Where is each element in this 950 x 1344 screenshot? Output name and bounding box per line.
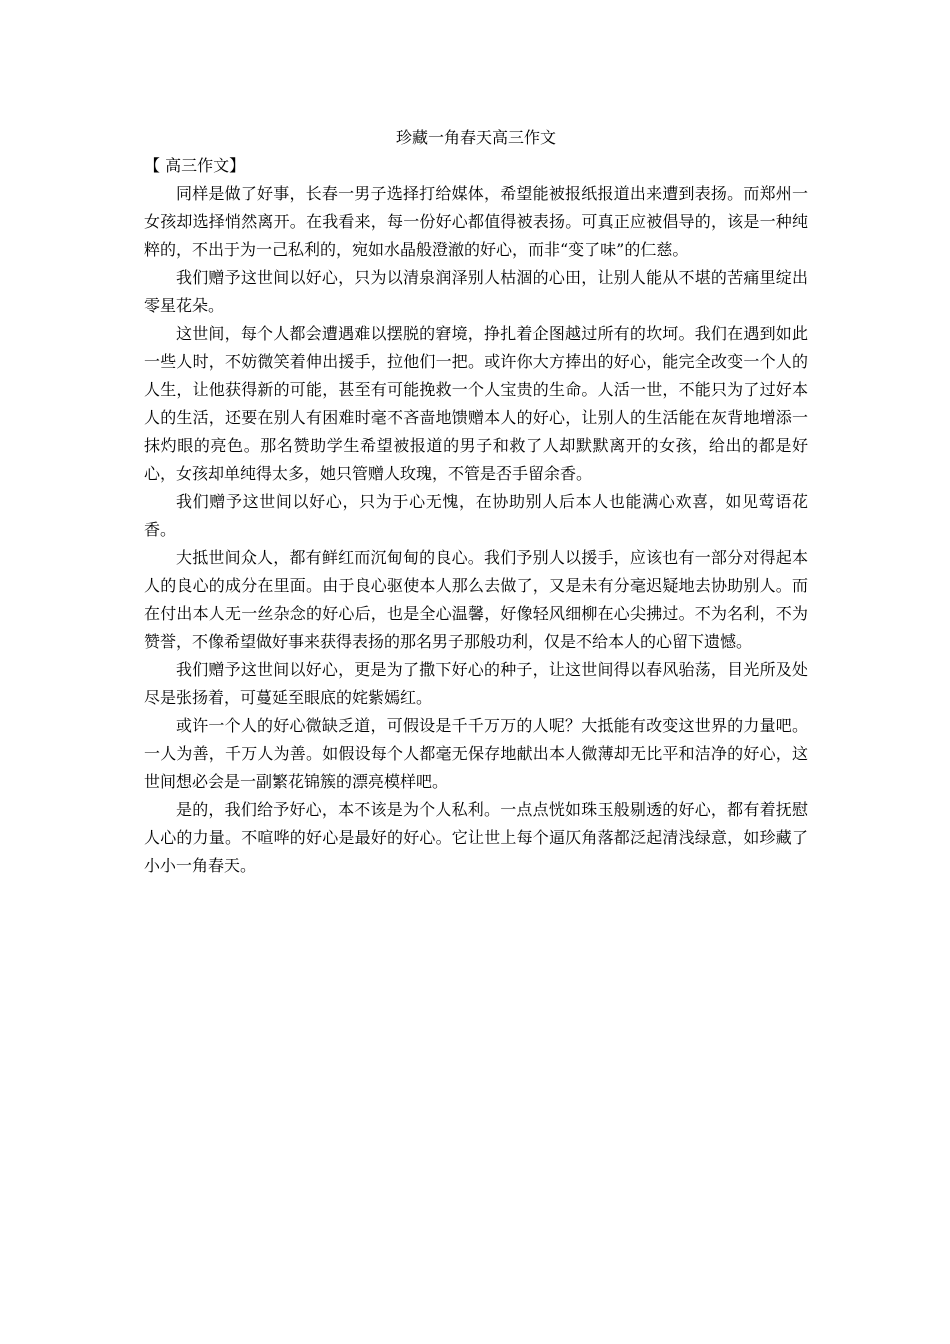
document-title: 珍藏一角春天高三作文 — [395, 128, 556, 147]
category-label: 【 高三作文】 — [144, 156, 246, 175]
paragraph-1: 同样是做了好事，长春一男子选择打给媒体，希望能被报纸报道出来遭到表扬。而郑州一女孩却选择悄然离开。在我看来，每一份好心都值得被表扬。可真正应被倡导的，该是一种纯粹的，不出于为一己私利的，宛如水晶般澄澈的好心，而非“变了味”的仁慈。 — [144, 184, 808, 259]
document-page — [144, 124, 808, 880]
paragraph-6: 我们赠予这世间以好心，更是为了撒下好心的种子，让这世间得以春风骀荡，目光所及处尽是张扬着，可蔓延至眼底的姹紫嫣红。 — [144, 660, 808, 707]
paragraph-3: 这世间，每个人都会遭遇难以摆脱的窘境，挣扎着企图越过所有的坎坷。我们在遇到如此一些人时，不妨微笑着伸出援手，拉他们一把。或许你大方捧出的好心，能完全改变一个人的人生，让他获得新的可能，甚至有可能挽救一个人宝贵的生命。人活一世，不能只为了过好本人的生活，还要在别人有困难时毫不吝啬地馈赠本人的好心，让别人的生活能在灰背地增添一抹灼眼的亮色。那名赞助学生希望被报道的男子和救了人却默默离开的女孩，给出的都是好心，女孩却单纯得太多，她只管赠人玫瑰，不管是否手留余香。 — [144, 324, 808, 483]
paragraph-5: 大抵世间众人，都有鲜红而沉甸甸的良心。我们予别人以援手，应该也有一部分对得起本人的良心的成分在里面。由于良心驱使本人那么去做了，又是未有分毫迟疑地去协助别人。而在付出本人无一丝杂念的好心后，也是全心温馨，好像轻风细柳在心尖拂过。不为名利，不为赞誉，不像希望做好事来获得表扬的那名男子那般功利，仅是不给本人的心留下遗憾。 — [144, 548, 808, 651]
paragraph-4: 我们赠予这世间以好心，只为于心无愧，在协助别人后本人也能满心欢喜，如见莺语花香。 — [144, 492, 808, 539]
paragraph-7: 或许一个人的好心微缺乏道，可假设是千千万万的人呢？大抵能有改变这世界的力量吧。一人为善，千万人为善。如假设每个人都毫无保存地献出本人微薄却无比平和洁净的好心，这世间想必会是一副繁花锦簇的漂亮模样吧。 — [144, 716, 808, 791]
paragraph-2: 我们赠予这世间以好心，只为以清泉润泽别人枯涸的心田，让别人能从不堪的苦痛里绽出零星花朵。 — [144, 268, 808, 315]
paragraph-8: 是的，我们给予好心，本不该是为个人私利。一点点恍如珠玉般剔透的好心，都有着抚慰人心的力量。不喧哗的好心是最好的好心。它让世上每个逼仄角落都泛起清浅绿意，如珍藏了小小一角春天。 — [144, 800, 808, 875]
